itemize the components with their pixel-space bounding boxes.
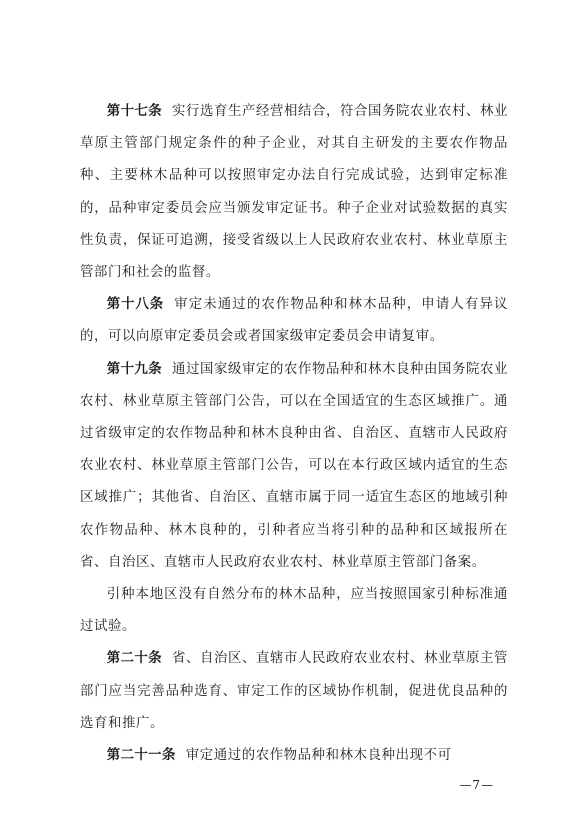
article-18 — [80, 289, 508, 353]
article-19-text: 通过国家级审定的农作物品种和林木良种由国务院农业农村、林业草原主管部门公告，可以在全国适宜的生态区域推广。通过省级审定的农作物品种和林木良种由省、自治区、直辖市人民政府农业农村、林业草原主管部门公告，可以在本行政区域内适宜的生态区域推广；其他省、自治区、直辖市属于同一适宜生态区的地域引种农作物品种、林木良种的，引种者应当将引种的品种和区域报所在省、自治区、直辖市人民政府农业农村、林业草原主管部门备案。 — [80, 361, 508, 570]
article-17-heading: 第十七条 — [106, 104, 162, 119]
article-20-heading: 第二十条 — [106, 651, 162, 667]
article-21-heading: 第二十一条 — [106, 748, 176, 764]
article-17-text: 实行选育生产经营相结合，符合国务院农业农村、林业草原主管部门规定条件的种子企业，对其自主研发的主要农作物品种、主要林木品种可以按照审定办法自行完成试验，达到审定标准的，品种审定委员会应当颁发审定证书。种子企业对试验数据的真实性负责，保证可追溯，接受省级以上人民政府农业农村、林业草原主管部门和社会的监督。 — [80, 104, 508, 281]
article-18-text: 审定未通过的农作物品种和林木品种，申请人有异议的，可以向原审定委员会或者国家级审定委员会申请复审。 — [80, 297, 508, 345]
article-18-heading: 第十八条 — [106, 297, 165, 313]
body-text — [80, 96, 508, 772]
article-19-heading: 第十九条 — [106, 361, 162, 377]
article-21 — [80, 740, 508, 772]
article-20 — [80, 643, 508, 740]
article-17 — [80, 96, 508, 289]
article-19-paragraph-2-text: 引种本地区没有自然分布的林木品种，应当按照国家引种标准通过试验。 — [80, 587, 508, 635]
article-21-text: 审定通过的农作物品种和林木良种出现不可 — [185, 748, 452, 764]
page-number: —7— — [459, 778, 494, 792]
article-19 — [80, 354, 508, 579]
article-19-paragraph-2 — [80, 579, 508, 643]
article-20-text: 省、自治区、直辖市人民政府农业农村、林业草原主管部门应当完善品种选育、审定工作的区域协作机制，促进优良品种的选育和推广。 — [80, 651, 508, 731]
